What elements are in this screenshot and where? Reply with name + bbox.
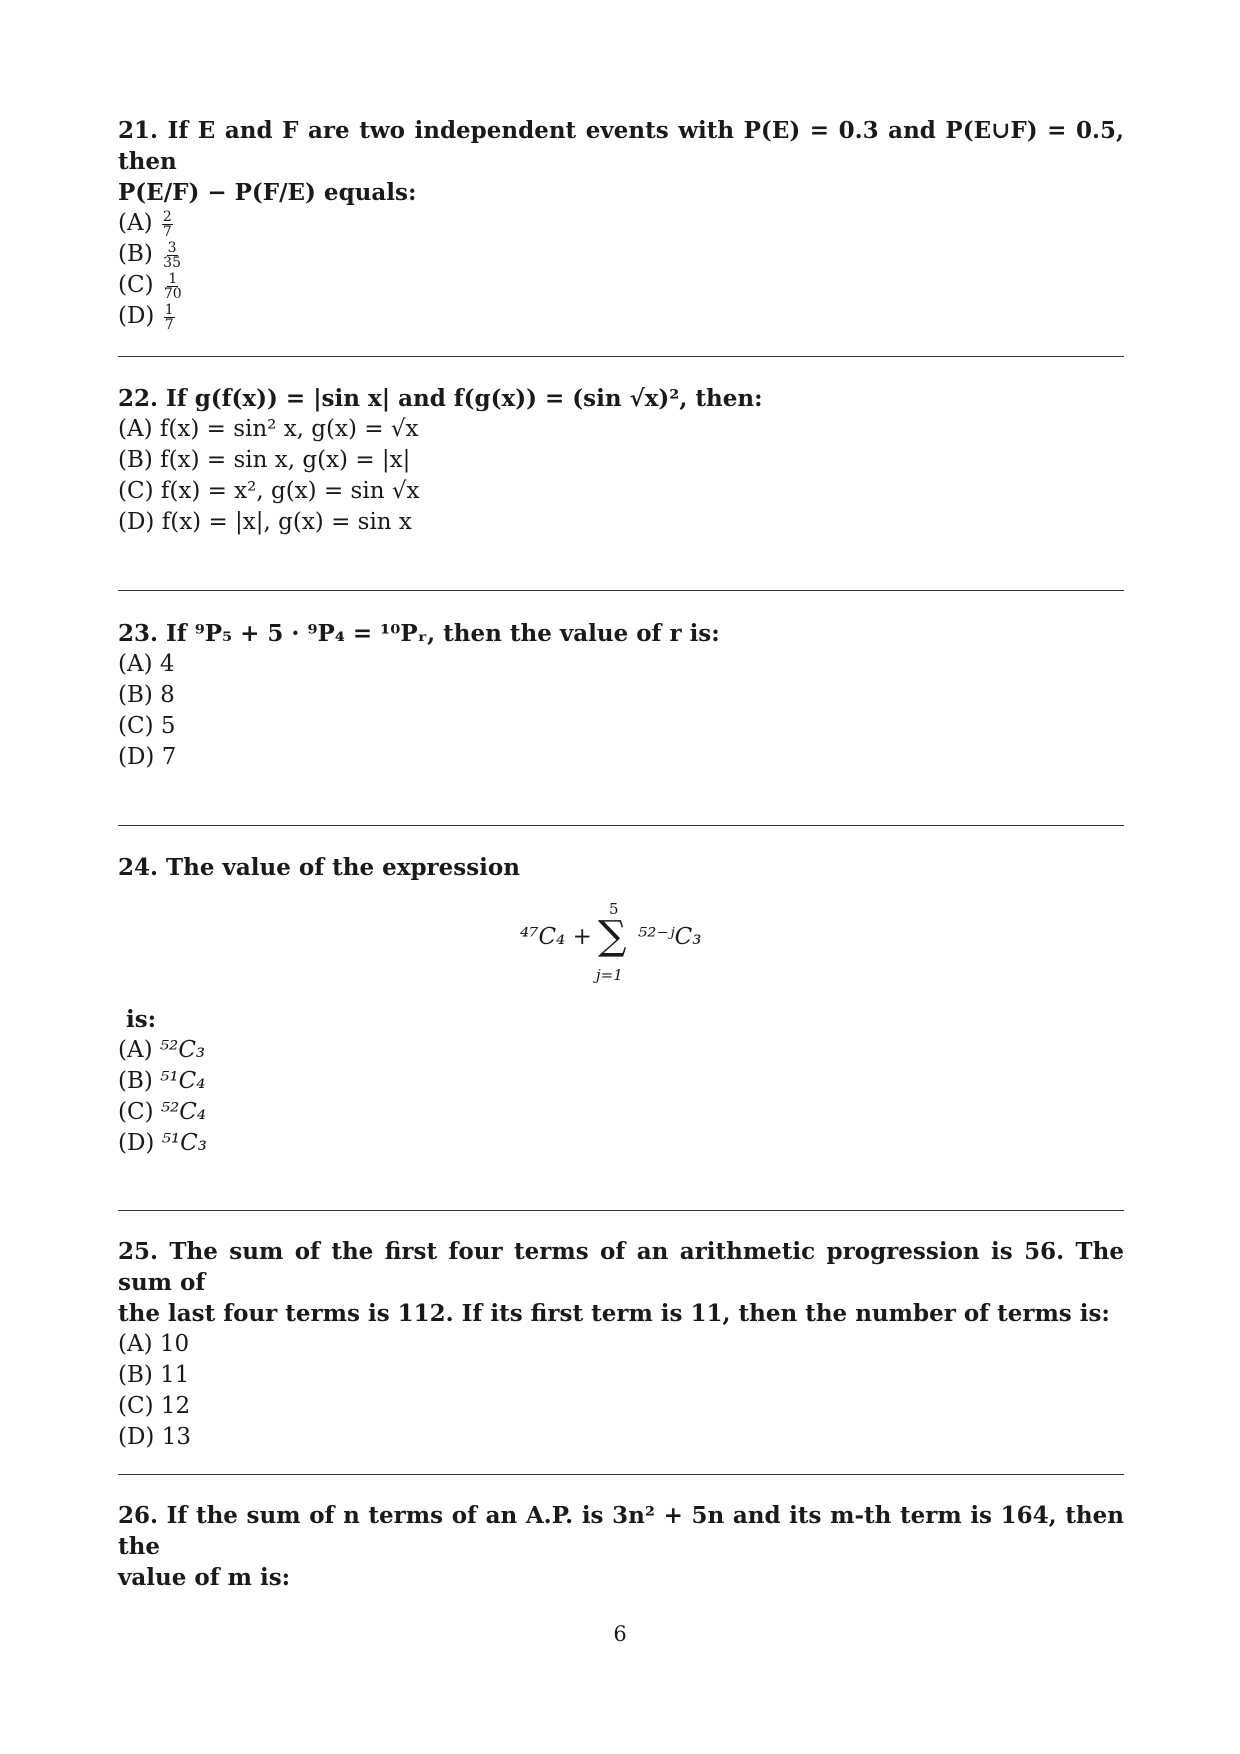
- option-b: [118, 1360, 1124, 1391]
- option-c: [118, 1097, 1124, 1128]
- summation-expression: [520, 900, 750, 1000]
- option-label: (D): [118, 509, 155, 535]
- option-text: f(x) = sin x, g(x) = |x|: [160, 447, 411, 473]
- option-label: (D): [118, 1130, 155, 1156]
- question-25: [118, 1236, 1124, 1453]
- question-stem-line: The value of the expression: [166, 854, 520, 881]
- option-text: 7: [161, 744, 177, 770]
- option-text: f(x) = |x|, g(x) = sin x: [161, 509, 412, 535]
- option-label: (C): [118, 272, 154, 298]
- page-number: 6: [613, 1622, 627, 1646]
- option-label: (B): [118, 1362, 153, 1388]
- option-c: [118, 270, 1124, 301]
- option-label: (B): [118, 447, 153, 473]
- question-number: 22.: [118, 385, 159, 412]
- divider: [118, 356, 1124, 357]
- option-a: [118, 208, 1124, 239]
- option-d: [118, 1422, 1124, 1453]
- question-22-stem: [118, 383, 1124, 414]
- fraction: [164, 303, 175, 332]
- question-stem-line: If ⁹P₅ + 5 · ⁹P₄ = ¹⁰Pᵣ, then the value of r is:: [166, 620, 720, 647]
- question-stem-line: the last four terms is 112. If its first term is 11, then the number of terms is:: [118, 1300, 1110, 1327]
- question-23-stem: [118, 618, 1124, 649]
- option-label: (D): [118, 744, 155, 770]
- divider: [118, 1474, 1124, 1475]
- option-label: (C): [118, 478, 154, 504]
- question-24-stem: [118, 852, 1124, 883]
- denominator: 70: [163, 285, 182, 302]
- question-number: 26.: [118, 1502, 159, 1529]
- option-a: [118, 649, 1124, 680]
- option-c: [118, 711, 1124, 742]
- question-24-options: [118, 1004, 1124, 1159]
- question-number: 25.: [118, 1238, 159, 1265]
- option-label: (D): [118, 303, 155, 329]
- option-b: [118, 1066, 1124, 1097]
- option-label: (A): [118, 1037, 153, 1063]
- numerator: 1: [164, 301, 174, 318]
- option-text: 13: [161, 1424, 191, 1450]
- option-c: [118, 1391, 1124, 1422]
- option-text: ⁵²C₄: [160, 1099, 207, 1125]
- denominator: 35: [163, 254, 181, 271]
- question-number: 24.: [118, 854, 159, 881]
- question-stem-line: The sum of the first four terms of an arithmetic progression is 56. The sum of: [118, 1238, 1124, 1296]
- summation-icon: ∑: [598, 913, 627, 959]
- divider: [118, 1210, 1124, 1211]
- question-tail: is:: [126, 1006, 157, 1033]
- question-21-stem-line2: [118, 177, 1124, 208]
- question-23: [118, 618, 1124, 773]
- option-b: [118, 445, 1124, 476]
- option-d: [118, 301, 1124, 332]
- option-label: (A): [118, 651, 153, 677]
- fraction: [162, 241, 182, 270]
- option-d: [118, 507, 1124, 538]
- option-label: (D): [118, 1424, 155, 1450]
- option-a: [118, 414, 1124, 445]
- question-24: [118, 852, 1124, 883]
- option-text: 12: [160, 1393, 191, 1419]
- option-text: 5: [160, 713, 176, 739]
- question-26: [118, 1500, 1124, 1593]
- option-d: [118, 742, 1124, 773]
- option-text: 4: [159, 651, 175, 677]
- question-25-stem: [118, 1236, 1124, 1298]
- option-d: [118, 1128, 1124, 1159]
- question-stem-line: If g(f(x)) = |sin x| and f(g(x)) = (sin √x)², then:: [166, 385, 763, 412]
- option-text: ⁵¹C₄: [160, 1068, 206, 1094]
- fraction: [163, 272, 183, 301]
- option-text: 8: [160, 682, 175, 708]
- question-21-stem: [118, 115, 1124, 177]
- question-stem-line: If E and F are two independent events with P(E) = 0.3 and P(E∪F) = 0.5, then: [118, 117, 1125, 175]
- fraction: [162, 210, 173, 239]
- expression-term: ⁵²⁻ʲC₃: [638, 924, 702, 950]
- option-text: f(x) = sin² x, g(x) = √x: [159, 416, 419, 442]
- divider: [118, 590, 1124, 591]
- option-label: (C): [118, 1099, 154, 1125]
- option-b: [118, 239, 1124, 270]
- divider: [118, 825, 1124, 826]
- question-21: [118, 115, 1124, 332]
- option-label: (A): [118, 416, 153, 442]
- numerator: 2: [162, 208, 172, 225]
- question-26-stem: [118, 1500, 1124, 1562]
- option-text: 10: [159, 1331, 190, 1357]
- option-label: (C): [118, 1393, 154, 1419]
- option-label: (B): [118, 1068, 153, 1094]
- option-text: f(x) = x², g(x) = sin √x: [160, 478, 420, 504]
- expression-term: ⁴⁷C₄ +: [520, 924, 592, 950]
- question-number: 21.: [118, 117, 159, 144]
- question-22: [118, 383, 1124, 538]
- question-stem-line: If the sum of n terms of an A.P. is 3n² + 5n and its m-th term is 164, then the: [118, 1502, 1124, 1560]
- option-label: (C): [118, 713, 154, 739]
- option-text: ⁵¹C₃: [161, 1130, 207, 1156]
- option-label: (B): [118, 682, 153, 708]
- question-number: 23.: [118, 620, 159, 647]
- sum-lower-limit: j=1: [596, 966, 623, 984]
- question-stem-line: P(E/F) − P(F/E) equals:: [118, 179, 417, 206]
- option-b: [118, 680, 1124, 711]
- sum-upper-limit: 5: [609, 900, 619, 918]
- option-a: [118, 1035, 1124, 1066]
- option-label: (A): [118, 1331, 153, 1357]
- denominator: 7: [164, 316, 174, 333]
- numerator: 1: [168, 270, 178, 287]
- denominator: 7: [162, 223, 172, 240]
- question-stem-line: value of m is:: [118, 1564, 291, 1591]
- numerator: 3: [167, 239, 177, 256]
- option-c: [118, 476, 1124, 507]
- option-text: 11: [160, 1362, 190, 1388]
- option-a: [118, 1329, 1124, 1360]
- option-label: (A): [118, 210, 153, 236]
- option-label: (B): [118, 241, 153, 267]
- option-text: ⁵²C₃: [159, 1037, 206, 1063]
